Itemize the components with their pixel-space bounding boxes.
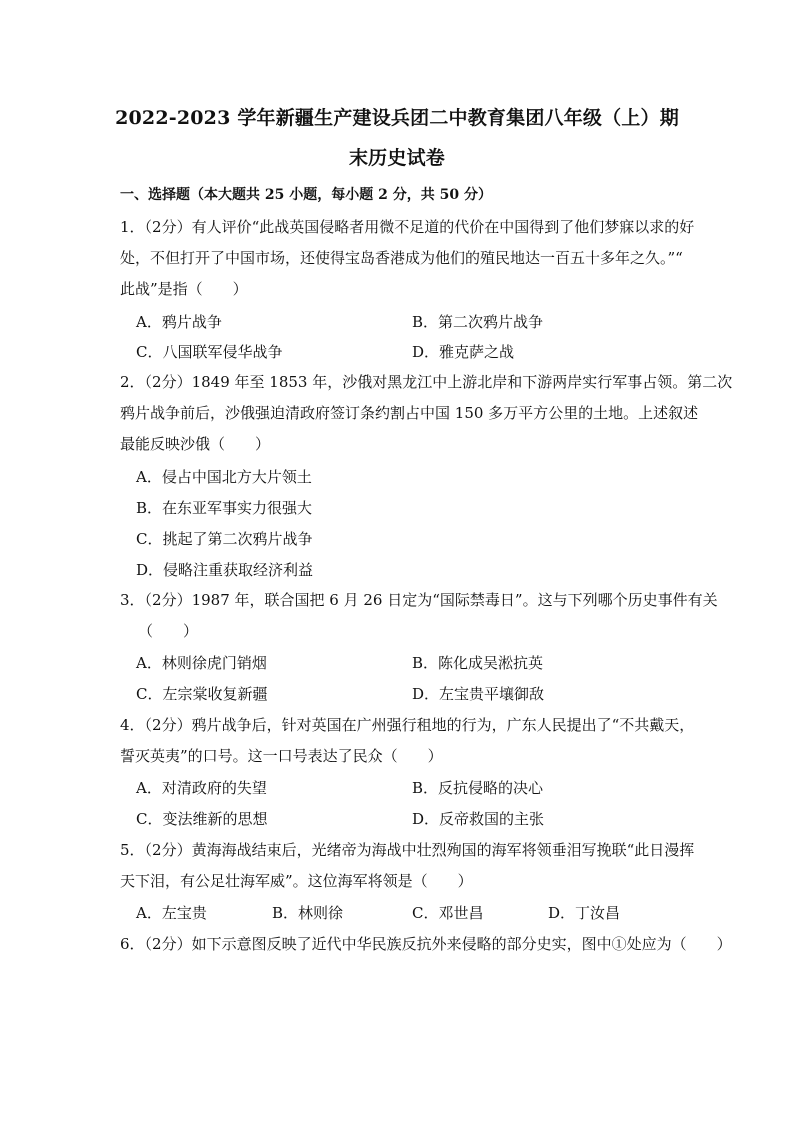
question-5-line: 天下泪，有公足壮海军威”。这位海军将领是（ ） [120,872,473,890]
question-1 [120,212,695,305]
q1-option-d[interactable]: D．雅克萨之战 [412,343,515,361]
question-1-line: 处，不但打开了中国市场，还使得宝岛香港成为他们的殖民地达一百五十多年之久。”“ [120,249,683,267]
q3-option-d[interactable]: D．左宝贵平壤御敌 [412,685,545,703]
q5-option-c[interactable]: C．邓世昌 [412,904,484,922]
q3-option-c[interactable]: C．左宗棠收复新疆 [136,685,268,703]
question-2-line: 2．（2分）1849 年至 1853 年，沙俄对黑龙江中上游北岸和下游两岸实行军事占领。第二次 [120,373,733,391]
question-6 [120,929,732,960]
title-line-1: 2022-2023 学年新疆生产建设兵团二中教育集团八年级（上）期 [115,107,679,129]
q3-option-a[interactable]: A．林则徐虎门销烟 [136,654,267,672]
q1-option-c[interactable]: C．八国联军侵华战争 [136,343,283,361]
question-6-line: 6．（2分）如下示意图反映了近代中华民族反抗外来侵略的部分史实，图中①处应为（ ） [120,935,732,953]
q1-option-a[interactable]: A．鸦片战争 [136,313,222,331]
question-4-line: 4．（2分）鸦片战争后，针对英国在广州强行租地的行为，广东人民提出了“不共戴天， [120,716,695,734]
q4-option-d[interactable]: D．反帝救国的主张 [412,810,545,828]
question-2 [120,367,733,460]
q1-option-b[interactable]: B．第二次鸦片战争 [412,313,544,331]
q5-option-a[interactable]: A．左宝贵 [136,904,207,922]
question-5-line: 5．（2分）黄海海战结束后，光绪帝为海战中壮烈殉国的海军将领垂泪写挽联“此日漫挥 [120,841,695,859]
question-3 [120,585,718,647]
question-3-line: 3．（2分）1987 年，联合国把 6 月 26 日定为“国际禁毒日”。这与下列哪个历史事件有关 [120,591,718,609]
q4-option-a[interactable]: A．对清政府的失望 [136,779,267,797]
q3-option-b[interactable]: B．陈化成吴淞抗英 [412,654,544,672]
question-4-line: 誓灭英夷”的口号。这一口号表达了民众（ ） [120,747,443,765]
section-heading: 一、选择题（本大题共 25 小题，每小题 2 分，共 50 分） [120,187,492,203]
q2-option-b[interactable]: B．在东亚军事实力很强大 [136,499,313,517]
q4-option-b[interactable]: B．反抗侵略的决心 [412,779,544,797]
question-1-line: 1．（2分）有人评价“此战英国侵略者用微不足道的代价在中国得到了他们梦寐以求的好 [120,218,695,236]
question-5 [120,835,695,897]
q2-option-d[interactable]: D．侵略注重获取经济利益 [136,561,314,579]
q2-option-c[interactable]: C．挑起了第二次鸦片战争 [136,530,313,548]
question-3-line: （ ） [138,622,199,640]
question-1-line: 此战”是指（ ） [120,280,248,298]
exam-title [100,98,694,178]
title-line-2: 末历史试卷 [348,147,445,169]
question-2-line: 鸦片战争前后，沙俄强迫清政府签订条约割占中国 150 多万平方公里的土地。上述叙述 [120,404,699,422]
question-2-line: 最能反映沙俄（ ） [120,435,271,453]
question-4 [120,710,695,772]
q5-option-b[interactable]: B．林则徐 [272,904,344,922]
q2-option-a[interactable]: A．侵占中国北方大片领土 [136,468,312,486]
q4-option-c[interactable]: C．变法维新的思想 [136,810,268,828]
q5-option-d[interactable]: D．丁汝昌 [548,904,621,922]
